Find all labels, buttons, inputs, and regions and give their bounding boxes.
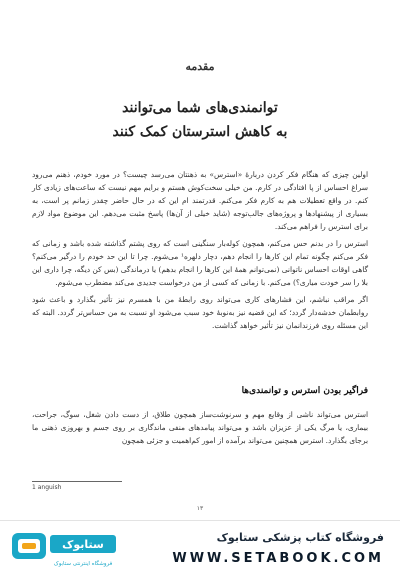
footnote: 1 anguish <box>32 484 62 491</box>
setabook-logo <box>10 527 120 571</box>
store-url[interactable]: WWW.SETABOOK.COM <box>172 551 384 566</box>
svg-text:ستابوک: ستابوک <box>62 538 104 551</box>
store-footer-banner <box>0 520 400 577</box>
paragraph: اولین چیزی که هنگام فکر کردن دربارهٔ «استرس» به ذهنتان می‌رسد چیست؟ در مورد خودم، ذهنم می‌رود سراغ احساس از پا افتادگی در کارم. من خیلی سخت‌کوش هستم و برایم مهم نیست که ساعت‌های زیادی کار کنم. در واقع تعطیلات هم به کارم فکر می‌کنم. قدرتمند ام این که در حال حاضر چقدر زمانم پر است، به بسیاری از پیشنهادها و پروژه‌های جالب‌توجه (شاید خیلی از آن‌ها) پاسخ مثبت می‌دهم. این موضوع مواد لازم برای استرس را فراهم می‌کند. <box>32 170 368 231</box>
title-line-1: توانمندی‌های شما می‌توانند <box>122 100 278 116</box>
paragraph: استرس را در بدنم حس می‌کنم، همچون کوله‌بار سنگینی است که روی پشتم گذاشته شده باشد و زمانی که فکر می‌کنم چگونه تمام این کارها را انجام دهم، دچار دلهره¹ می‌شوم. چرا تا این حد خودم را درگیر می‌کنم؟ گاهی اوقات احساس ناتوانی (نمی‌توانم همهٔ این کارها را انجام بدهم) یا درماندگی (بس کن دیگه، چرا داری این بلا را سر خودت میاری؟) می‌کنم. با زمانی که کسی از من درخواست جدیدی می‌کند مضطرب می‌شوم. <box>32 239 368 287</box>
page-number: ۱۳ <box>196 505 204 512</box>
title-line-2: به کاهش استرستان کمک کنند <box>112 124 288 140</box>
section-subheading: فراگیر بودن استرس و توانمندی‌ها <box>241 386 368 396</box>
section-label: مقدمه <box>185 60 215 73</box>
svg-text:فروشگاه اینترنتی ستابوک: فروشگاه اینترنتی ستابوک <box>53 561 113 567</box>
store-name: فروشگاه کتاب پزشکی ستابوک <box>216 531 384 544</box>
footnote-divider <box>32 481 122 482</box>
page-title <box>0 96 400 144</box>
body-text-top <box>32 168 368 336</box>
paragraph: اگر مراقب نباشم، این فشارهای کاری می‌تواند روی رابطهٔ من با همسرم نیز تأثیر بگذارد و باعث شود روابطمان خدشه‌دار گردد؛ که این قضیه نیز به‌نوبهٔ خود سبب می‌شود او نسبت به من حساس‌تر گردد. البته که این مسئله روی فرزندانمان نیز تأثیر خواهد گذاشت. <box>32 295 368 330</box>
body-text-bottom <box>32 408 368 451</box>
paragraph: استرس می‌تواند ناشی از وقایع مهم و سرنوشت‌ساز همچون طلاق، از دست دادن شغل، سوگ، جراحت، بیماری، یا مرگ یکی از عزیزان باشد و می‌تواند پیامدهای منفی ماندگاری بر روی جسم و بهروزی ذهنی ما برجای بگذارد. استرس همچنین می‌تواند برآمده از امور کم‌اهمیت و جزئی همچون <box>32 410 368 445</box>
